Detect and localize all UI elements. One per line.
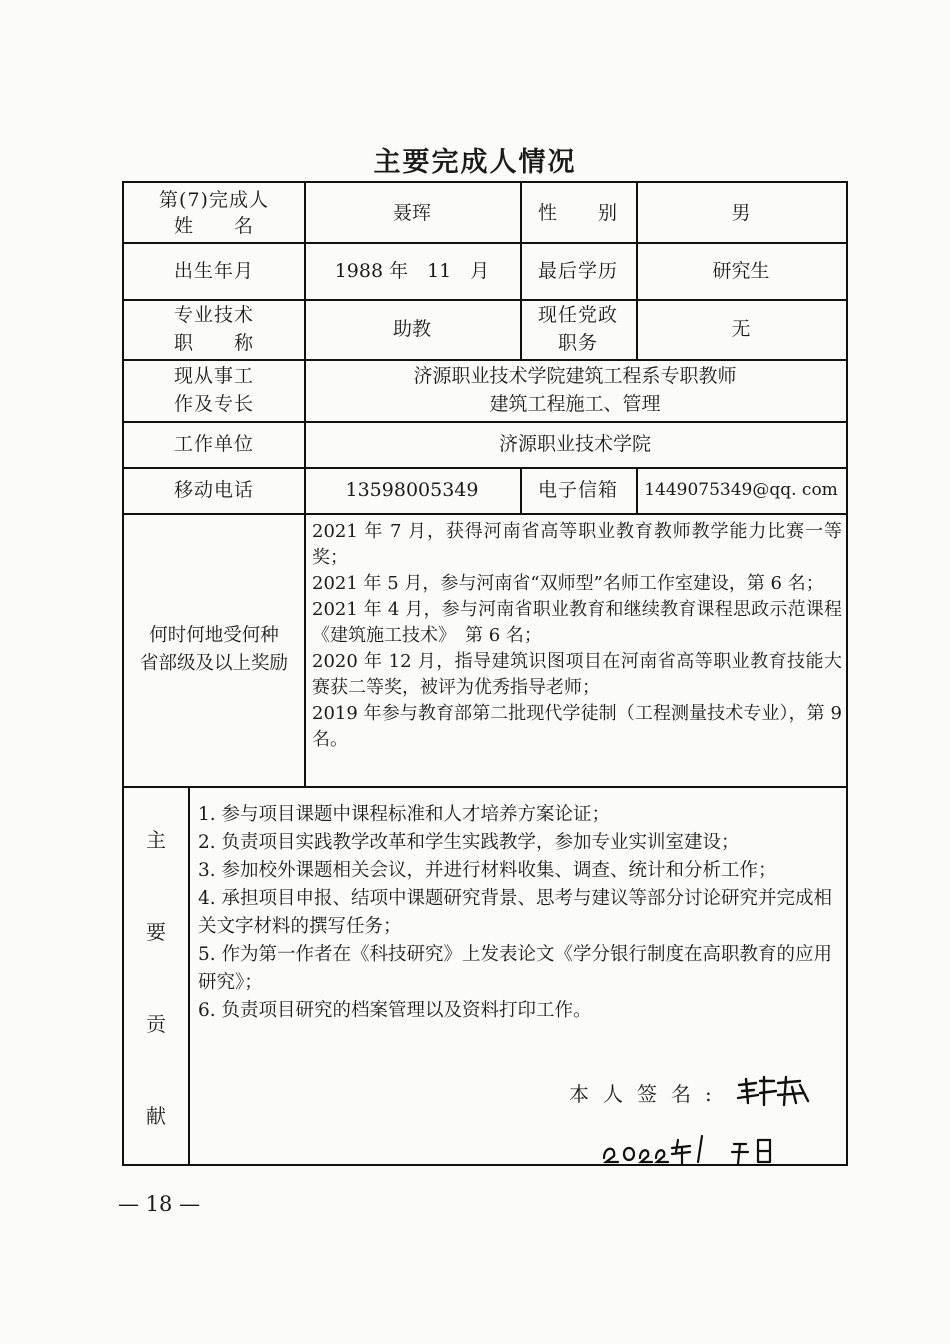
phone-value: 13598005349 [345,479,479,501]
unit-label: 工作单位 [173,433,254,455]
contribution-item: 2. 负责项目实践教学改革和学生实践教学，参加专业实训室建设； [198,832,740,853]
birth-label: 出生年月 [173,259,254,282]
contribution-item: 3. 参加校外课题相关会议，并进行材料收集、调查、统计和分析工作； [198,860,777,881]
work-value: 济源职业技术学院建筑工程系专职教师 建筑工程施工、管理 [413,365,737,415]
signature-label: 本人签名: [569,1082,726,1106]
awards-label: 何时何地受何种 省部级及以上奖励 [139,624,288,674]
unit-value: 济源职业技术学院 [498,433,651,455]
awards-list [312,519,842,753]
contributor-form [122,181,848,1166]
name-value: 聂珲 [392,201,431,224]
title-value: 助教 [392,318,431,340]
name-label: 第(7)完成人 姓 名 [159,188,269,237]
phone-label: 移动电话 [173,479,254,501]
page-title: 主要完成人情况 [373,147,577,178]
education-value: 研究生 [712,259,770,282]
contribution-item: 6. 负责项目研究的档案管理以及资料打印工作。 [198,1000,592,1021]
contribution-label: 主 要 贡 献 [146,828,166,1128]
work-label: 现从事工 作及专长 [173,365,254,415]
position-label: 现任党政 职务 [537,304,618,354]
title-label: 专业技术 职 称 [173,304,254,354]
gender-label: 性 别 [537,201,618,224]
page-number: — 18 — [118,1192,201,1216]
education-label: 最后学历 [537,259,618,282]
handwritten-date [594,1128,814,1168]
contribution-item: 4. 承担项目申报、结项中课题研究背景、思考与建议等部分讨论研究并完成相关文字材料的撰写任务； [198,888,833,937]
award-item: 2021 年 7 月，获得河南省高等职业教育教师教学能力比赛一等奖； [312,521,842,568]
award-item: 2021 年 5 月，参与河南省“双师型”名师工作室建设，第 6 名； [312,573,824,594]
award-item: 2019 年参与教育部第二批现代学徒制（工程测量技术专业），第 9 名。 [312,703,842,750]
position-value: 无 [731,318,751,340]
contribution-item: 1. 参与项目课题中课程标准和人才培养方案论证； [198,804,611,825]
contribution-item: 5. 作为第一作者在《科技研究》上发表论文《学分银行制度在高职教育的应用研究》； [198,944,833,993]
email-label: 电子信箱 [537,479,618,501]
contribution-list [198,801,838,1025]
award-item: 2021 年 4 月，参与河南省职业教育和继续教育课程思政示范课程 《建筑施工技术》 第 6 名； [312,599,842,646]
award-item: 2020 年 12 月，指导建筑识图项目在河南省高等职业教育技能大赛获二等奖，被评为优秀指导老师； [312,651,842,698]
birth-value: 1988 年 11 月 [334,259,490,282]
handwritten-signature [734,1071,814,1111]
gender-value: 男 [731,201,751,224]
email-value: 1449075349@qq. com [644,480,838,500]
